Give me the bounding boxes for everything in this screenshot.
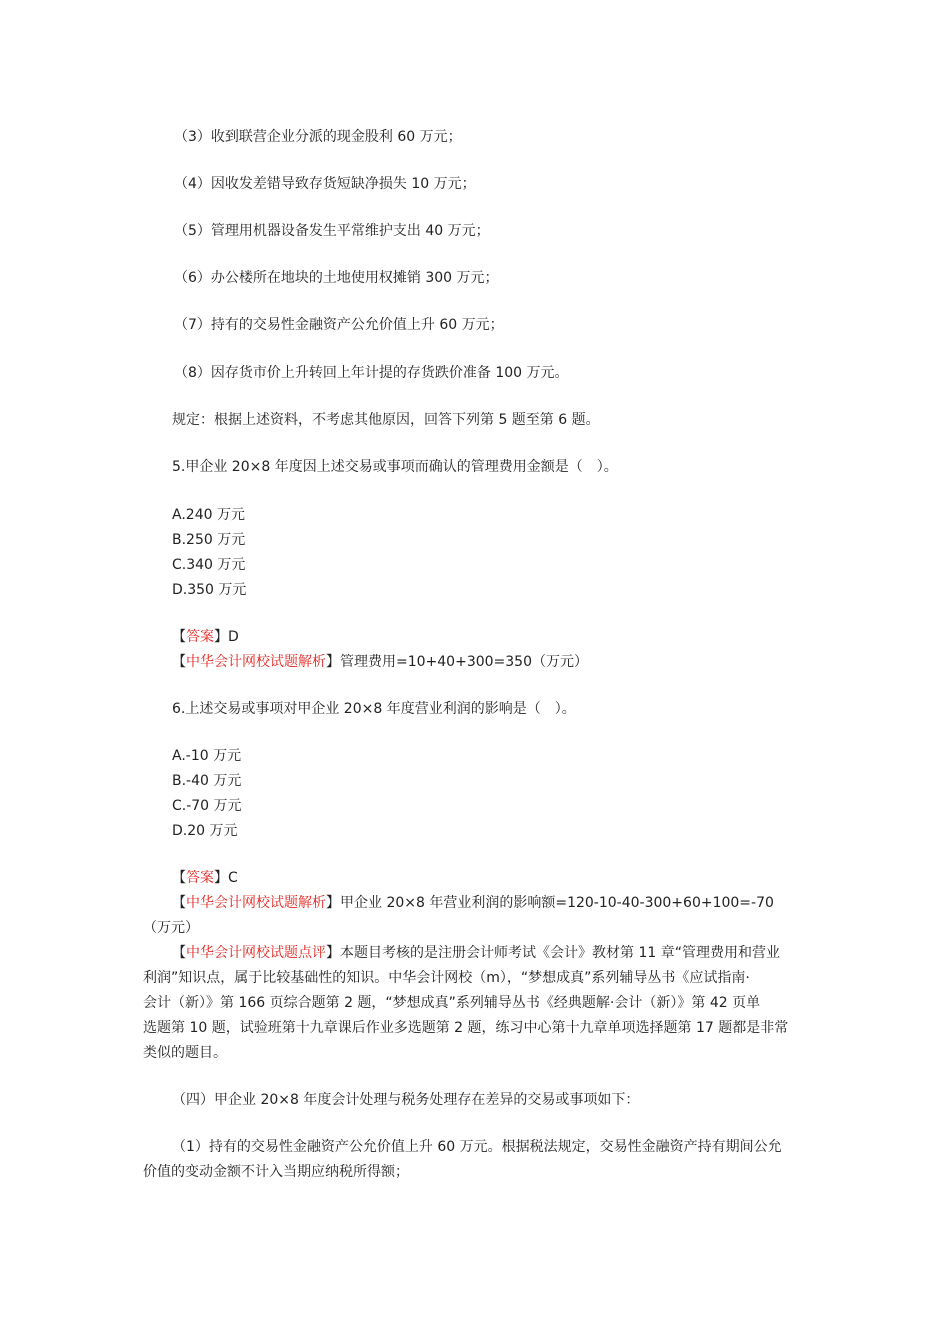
bracket-open: 【 [172,870,186,886]
question-5-option-c: C.340 万元 [172,557,246,573]
section-4-heading: （四）甲企业 20×8 年度会计处理与税务处理存在差异的交易或事项如下： [172,1092,640,1108]
bracket-open: 【 [172,654,186,670]
item-7: （7）持有的交易性金融资产公允价值上升 60 万元； [174,317,504,333]
section-4-item-1-cont: 价值的变动金额不计入当期应纳税所得额； [143,1164,409,1180]
answer-label: 答案 [186,870,214,886]
question-5-option-a: A.240 万元 [172,507,245,523]
item-4: （4）因收发差错导致存货短缺净损失 10 万元； [174,176,476,192]
bracket-open: 【 [172,629,186,645]
item-5: （5）管理用机器设备发生平常维护支出 40 万元； [174,223,490,239]
answer-value: 】D [214,629,239,645]
review-label: 中华会计网校试题点评 [186,945,326,961]
question-6-analysis-cont: （万元） [143,920,199,936]
bracket-open: 【 [172,895,186,911]
question-5-analysis [172,651,588,673]
item-8: （8）因存货市价上升转回上年计提的存货跌价准备 100 万元。 [174,365,569,381]
answer-label: 答案 [186,629,214,645]
question-5-answer [172,626,239,648]
item-6: （6）办公楼所在地块的土地使用权摊销 300 万元； [174,270,499,286]
question-5-option-b: B.250 万元 [172,532,246,548]
question-6-review-line-4: 选题第 10 题，试验班第十九章课后作业多选题第 2 题，练习中心第十九章单项选择题第 17 题都是非常 [143,1020,789,1036]
question-6-option-c: C.-70 万元 [172,798,242,814]
question-5-option-d: D.350 万元 [172,582,247,598]
question-6-answer [172,867,238,889]
review-text: 】本题目考核的是注册会计师考试《会计》教材第 11 章“管理费用和营业 [326,945,780,961]
instruction-text: 规定：根据上述资料，不考虑其他原因，回答下列第 5 题至第 6 题。 [172,412,600,428]
bracket-open: 【 [172,945,186,961]
question-6-review-line-2: 利润”知识点，属于比较基础性的知识。中华会计网校（m），“梦想成真”系列辅导丛书《应试指南· [143,970,750,986]
question-6-review-line-5: 类似的题目。 [143,1045,227,1061]
question-6-option-b: B.-40 万元 [172,773,242,789]
analysis-label: 中华会计网校试题解析 [186,895,326,911]
analysis-text: 】管理费用=10+40+300=350（万元） [326,654,588,670]
question-6-analysis [172,892,774,914]
question-5-stem: 5.甲企业 20×8 年度因上述交易或事项而确认的管理费用金额是（ ）。 [172,459,618,475]
question-6-review-line-3: 会计（新）》第 166 页综合题第 2 题，“梦想成真”系列辅导丛书《经典题解·会计（新）》第 42 页单 [143,995,761,1011]
section-4-item-1: （1）持有的交易性金融资产公允价值上升 60 万元。根据税法规定，交易性金融资产持有期间公允 [172,1139,782,1155]
answer-value: 】C [214,870,238,886]
question-6-stem: 6.上述交易或事项对甲企业 20×8 年度营业利润的影响是（ ）。 [172,701,576,717]
analysis-label: 中华会计网校试题解析 [186,654,326,670]
question-6-option-a: A.-10 万元 [172,748,242,764]
item-3: （3）收到联营企业分派的现金股利 60 万元； [174,129,462,145]
question-6-option-d: D.20 万元 [172,823,238,839]
analysis-text: 】甲企业 20×8 年营业利润的影响额=120-10-40-300+60+100=-70 [326,895,774,911]
question-6-review [172,942,780,964]
